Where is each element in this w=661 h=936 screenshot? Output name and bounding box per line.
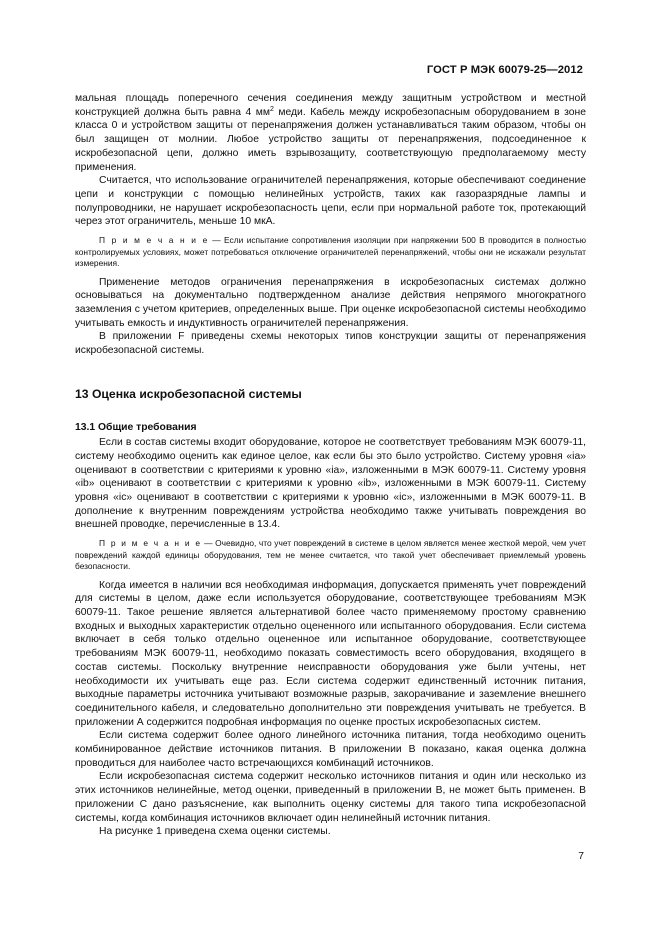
note-1-label: П р и м е ч а н и е bbox=[99, 235, 209, 246]
paragraph-1 bbox=[75, 92, 586, 174]
superscript: 2 bbox=[269, 105, 274, 113]
section-heading: 13 Оценка искробезопасной системы bbox=[75, 386, 302, 401]
note-2-text: — Очевидно, что учет повреждений в системе в целом является менее жесткой мерой, чем учет повреждений каждой единицы оборудования, тем не менее считается, что такой учет обеспечивает приемлемый уровень безопасности. bbox=[75, 538, 586, 572]
paragraph-6: Когда имеется в наличии вся необходимая информация, допускается применять учет повреждений для системы в целом, даже если используется оборудование, соответствующее требованиям МЭК 60079-11. Такое решение является альтернативой более часто применяемому простому сравнению входных и выходных характеристик отдельно оцененного или испытанного оборудования. Если система включает в себя только отдельно оцененное или испытанное оборудование, соответствующее требованиям МЭК 60079-11, необходимо показать совместимость всего оборудования, входящего в состав системы. Поскольку внутренние неисправности оборудования уже были учтены, нет необходимости их учитывать еще раз. Если система содержит единственный источник питания, выходные параметры источника учитывают возможные разрыв, закорачивание и заземление внешнего соединительного кабеля, и следовательно дополнительно эти повреждения учитывать не требуется. В приложении А содержится подробная информация по оценке простых искробезопасных систем. bbox=[75, 579, 586, 728]
paragraph-3: Применение методов ограничения перенапряжения в искробезопасных системах должно основываться на документально подтвержденном анализе действия непрямого многократного заземления с учетом критериев, определенных выше. При оценке искробезопасной системы необходимо учитывать емкость и индуктивность ограничителей перенапряжения. bbox=[75, 276, 586, 329]
subsection-heading: 13.1 Общие требования bbox=[75, 422, 197, 434]
paragraph-8: Если искробезопасная система содержит несколько источников питания и один или несколько из этих источников нелинейные, метод оценки, приведенный в приложении В, не может быть применен. В приложении С дано разъяснение, как выполнить оценку системы для такого типа искробезопасной системы, когда комбинация источников включает один нелинейный источник питания. bbox=[75, 771, 586, 824]
document-code-header: ГОСТ Р МЭК 60079-25—2012 bbox=[426, 64, 583, 76]
note-1 bbox=[75, 235, 586, 270]
page-number: 7 bbox=[578, 851, 584, 862]
paragraph-9: На рисунке 1 приведена схема оценки системы. bbox=[99, 826, 331, 838]
paragraph-5: Если в состав системы входит оборудование, которое не соответствует требованиям МЭК 60079-11, систему необходимо оценить как единое целое, как если бы это было устройство. Систему уровня «ia» оценивают в соответствии с критериями к уровню «ia», изложенными в МЭК 60079-11. Систему уровня «ib» оценивают в соответствии с критериями к уровню «ib», изложенными в МЭК 60079-11. Систему уровня «ic» оценивают в соответствии с критериями к уровню «ic», изложенными в МЭК 60079-11. В дополнение к внутренним повреждениям устройства необходимо также учитывать повреждения во внешней проводке, перечисленные в 13.4. bbox=[75, 437, 586, 531]
paragraph-1-text-rest: меди. Кабель между искробезопасным оборудованием в зоне класса 0 и устройством защиты от перенапряжения должен устанавливаться таким образом, чтобы он был защищен от молнии. Любое устройство защиты от перенапряжения, подсоединенное к искробезопасной цепи, должно иметь взрывозащиту, соответствующую предполагаемому месту применения. bbox=[75, 106, 586, 173]
note-1-text: — Если испытание сопротивления изоляции при напряжении 500 В проводится в полностью контролируемых условиях, может потребоваться отключение ограничителей перенапряжений, чтобы они не искажали результат измерения. bbox=[75, 235, 586, 269]
paragraph-2: Считается, что использование ограничителей перенапряжения, которые обеспечивают соединение цепи и конструкции с помощью нелинейных устройств, таких как газоразрядные лампы и полупроводники, не нарушает искробезопасность цепи, если при нормальной работе ток, протекающий через этот ограничитель, меньше 10 мкА. bbox=[75, 175, 586, 228]
note-2 bbox=[75, 538, 586, 573]
paragraph-7: Если система содержит более одного линейного источника питания, тогда необходимо оценить комбинированное действие источников питания. В приложении В показано, какая оценка должна проводиться для наиболее часто встречающихся комбинаций источников. bbox=[75, 730, 586, 769]
paragraph-1-text: мальная площадь поперечного сечения соединения между защитным устройством и местной конструкцией должна быть равна 4 мм bbox=[75, 93, 586, 118]
page-content bbox=[75, 92, 586, 839]
note-2-label: П р и м е ч а н и е bbox=[99, 538, 202, 549]
paragraph-4: В приложении F приведены схемы некоторых типов конструкции защиты от перенапряжения искробезопасной системы. bbox=[75, 331, 586, 357]
